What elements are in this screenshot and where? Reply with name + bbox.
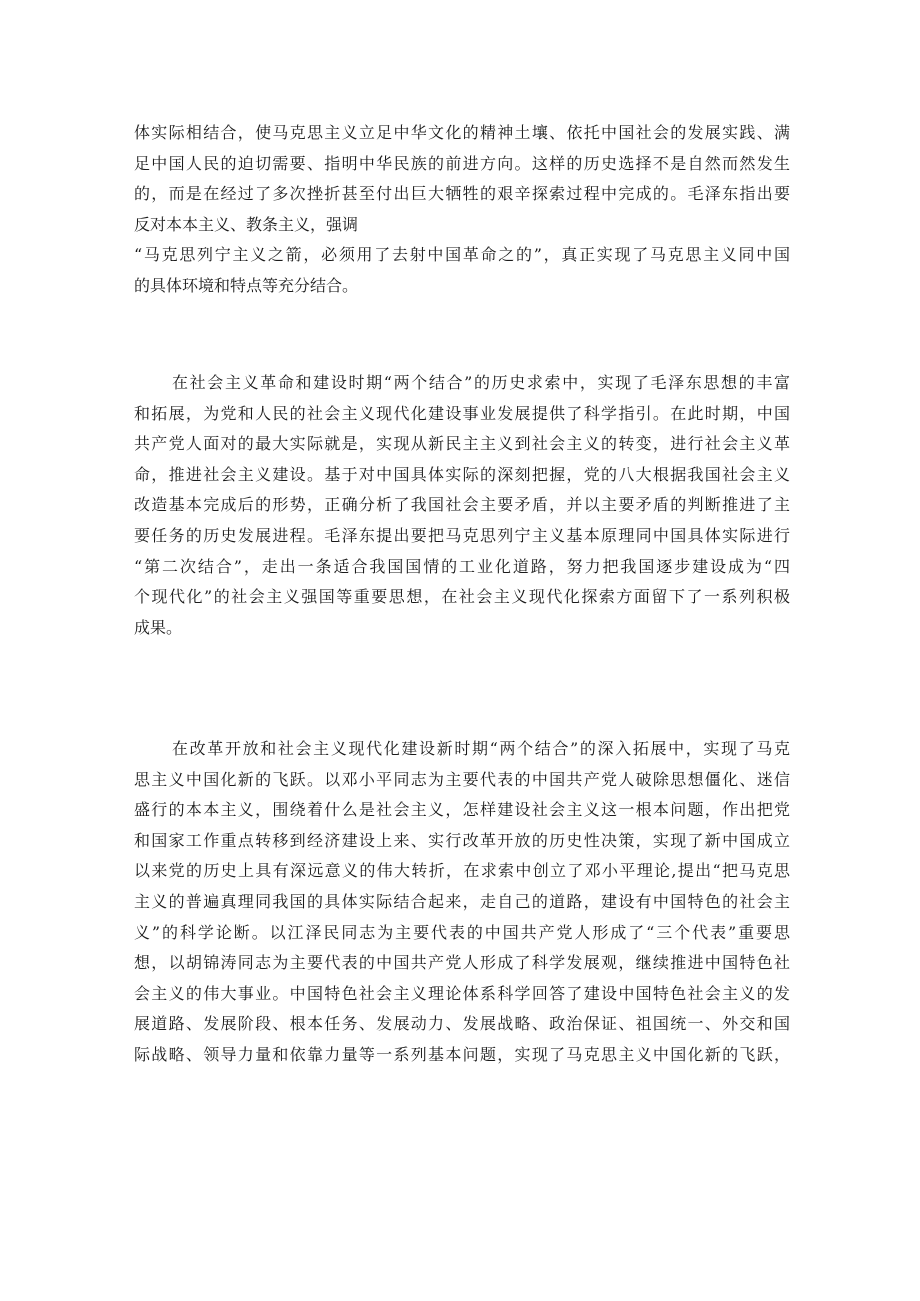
text-line: 思主义中国化新的飞跃。以邓小平同志为主要代表的中国共产党人破除思想僵化、迷信 [134,769,790,789]
text-line: 要任务的历史发展进程。毛泽东提出要把马克思列宁主义基本原理同中国具体实际进行 [134,526,790,545]
text-line: 义”的科学论断。以江泽民同志为主要代表的中国共产党人形成了“三个代表”重要思 [134,922,790,942]
text-line: 和拓展，为党和人民的社会主义现代化建设事业发展提供了科学指引。在此时期，中国 [134,403,790,423]
text-line: 反对本本主义、教条主义，强调 [134,214,359,234]
text-line: 改造基本完成后的形势，正确分析了我国社会主要矛盾，并以主要矛盾的判断推进了主 [134,495,790,515]
text-line: 的，而是在经过了多次挫折甚至付出巨大牺牲的艰辛探索过程中完成的。毛泽东指出要 [134,184,790,204]
text-line: “马克思列宁主义之箭，必须用了去射中国革命之的”，真正实现了马克思主义同中国 [134,245,790,265]
text-line: 足中国人民的迫切需要、指明中华民族的前进方向。这样的历史选择不是自然而然发生 [134,153,790,173]
text-line: 盛行的本本主义，围绕着什么是社会主义，怎样建设社会主义这一根本问题，作出把党 [134,800,790,820]
text-line: 主义的普遍真理同我国的具体实际结合起来，走自己的道路，建设有中国特色的社会主 [134,892,790,911]
text-line: 的具体环境和特点等充分结合。 [134,276,359,295]
text-line: 在社会主义革命和建设时期“两个结合”的历史求索中，实现了毛泽东思想的丰富 [172,373,790,392]
text-line: 展道路、发展阶段、根本任务、发展动力、发展战略、政治保证、祖国统一、外交和国 [134,1014,790,1034]
text-line: 在改革开放和社会主义现代化建设新时期“两个结合”的深入拓展中，实现了马克 [172,739,790,758]
text-line: 个现代化”的社会主义强国等重要思想，在社会主义现代化探索方面留下了一系列积极 [134,587,790,607]
text-line: “第二次结合”，走出一条适合我国国情的工业化道路，努力把我国逐步建设成为“四 [134,556,790,576]
text-line: 成果。 [134,617,183,637]
text-line: 命，推进社会主义建设。基于对中国具体实际的深刻把握，党的八大根据我国社会主义 [134,464,790,484]
text-line: 体实际相结合，使马克思主义立足中华文化的精神土壤、依托中国社会的发展实践、满 [134,123,790,142]
text-line: 会主义的伟大事业。中国特色社会主义理论体系科学回答了建设中国特色社会主义的发 [134,983,790,1003]
text-line: 际战略、领导力量和依靠力量等一系列基本问题，实现了马克思主义中国化新的飞跃， [134,1045,790,1064]
text-line: 共产党人面对的最大实际就是，实现从新民主主义到社会主义的转变，进行社会主义革 [134,434,790,454]
text-line: 想，以胡锦涛同志为主要代表的中国共产党人形成了科学发展观，继续推进中国特色社 [134,953,790,973]
text-line: 以来党的历史上具有深远意义的伟大转折，在求索中创立了邓小平理论,提出“把马克思 [134,861,790,881]
text-line: 和国家工作重点转移到经济建设上来、实行改革开放的历史性决策，实现了新中国成立 [134,830,790,850]
